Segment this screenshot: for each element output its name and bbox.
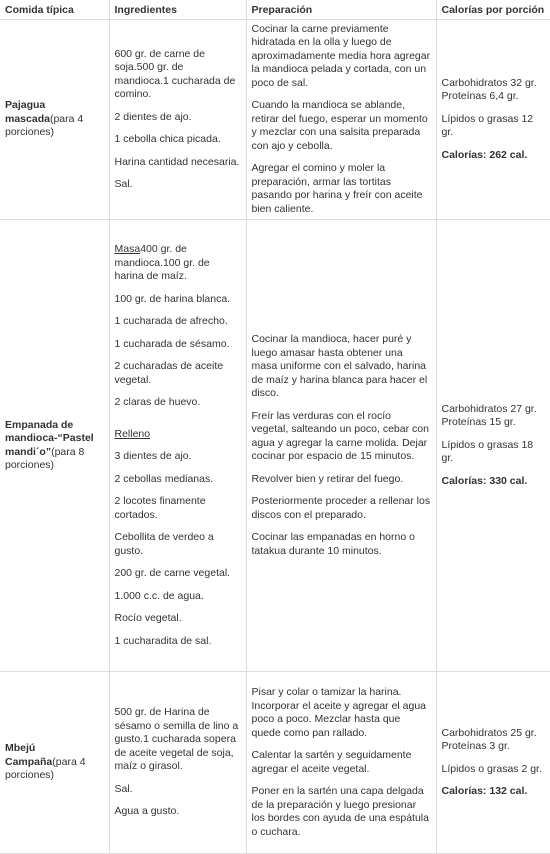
preparation-step: Freír las verduras con el rocío vegetal, salteando un poco, cebar con agua y agregar la carne molida. Dejar cocinar por espacio de 15 minutos. [251, 409, 429, 462]
ingredient-item: 1 cucharadita de sal. [114, 634, 212, 647]
ingredient-item: 200 gr. de carne vegetal. [114, 567, 231, 579]
calories: Calorías: 330 cal. [441, 474, 528, 487]
masa-label: Masa [114, 243, 141, 255]
ingredient-item: Cebollita de verdeo a gusto. [114, 531, 214, 557]
preparation-step: Calentar la sartén y seguidamente agregar el aceite vegetal. [251, 749, 412, 775]
ingredient-item: 1 cebolla chica picada. [114, 133, 221, 145]
carbs-protein: Carbohidratos 32 gr. Proteínas 6,4 gr. [441, 76, 537, 103]
nutrition-cell [436, 672, 550, 854]
dish-note: (para 4 porciones) [5, 755, 86, 782]
ingredient-item: 2 locotes finamente cortados. [114, 495, 206, 521]
ingredient-item: 2 cucharadas de aceite vegetal. [114, 360, 224, 386]
header-row [0, 0, 550, 20]
dish-name: Empanada de mandioca-“Pastel mandi´o” [5, 418, 94, 458]
preparation-step: Cocinar la carne previamente hidratada en la olla y luego de aproximadamente media hora agregar la mandioca pelada y cortada, con un poco de sal. [251, 22, 431, 89]
ingredient-item: Sal. [114, 178, 133, 190]
dish-cell [0, 220, 109, 672]
preparation-step: Agregar el comino y moler la preparación, armar las tortitas pasando por harina y freír con aceite bien caliente. [251, 162, 423, 215]
relleno-label: Relleno [114, 427, 151, 440]
preparation-step: Cocinar las empanadas en horno o tatakua durante 10 minutos. [251, 531, 415, 557]
preparation-step: Cuando la mandioca se ablande, retirar del fuego, esperar un momento y mezclar con una salsita preparada con ajo y cebolla. [251, 99, 428, 152]
ingredient-item: 100 gr. de harina blanca. [114, 292, 231, 305]
preparation-step: Cocinar la mandioca, hacer puré y luego amasar hasta obtener una masa uniforme con el salvado, harina de maíz y harina blanca para hacer el disco. [251, 333, 428, 399]
preparation-step: Revolver bien y retirar del fuego. [251, 472, 404, 485]
ingredients-cell [109, 220, 246, 672]
preparation-step: Poner en la sartén una capa delgada de la preparación y luego presionar los bordes con ayuda de una espátula o cuchara. [251, 785, 429, 838]
lipids: Lípidos o grasas 18 gr. [441, 438, 534, 465]
dish-cell [0, 672, 109, 854]
header-dish: Comida típica [0, 0, 109, 20]
nutrition-cell [436, 220, 550, 672]
ingredient-item: Agua a gusto. [114, 805, 180, 818]
carbs-protein: Carbohidratos 27 gr. Proteínas 15 gr. [441, 402, 537, 429]
table-row [0, 672, 550, 854]
ingredient-item: 3 dientes de ajo. [114, 450, 192, 462]
ingredient-item: 2 cebollas medianas. [114, 472, 214, 485]
nutrition-cell [436, 20, 550, 220]
ingredient-item: 1 cucharada de sésamo. [114, 337, 230, 350]
calories: Calorías: 262 cal. [441, 148, 528, 161]
ingredient-item: 1 cucharada de afrecho. [114, 315, 228, 327]
ingredient-item: 2 dientes de ajo. [114, 110, 192, 123]
table-row [0, 20, 550, 220]
ingredient-item: 1.000 c.c. de agua. [114, 589, 204, 602]
ingredients-cell [109, 20, 246, 220]
preparation-cell [246, 20, 436, 220]
lipids: Lípidos o grasas 2 gr. [441, 762, 542, 775]
ingredient-item: Sal. [114, 782, 133, 795]
ingredient-item: 500 gr. de Harina de sésamo o semilla de lino a gusto.1 cucharada sopera de aceite vegetal de soja, maíz o girasol. [114, 706, 239, 773]
carbs-protein: Carbohidratos 25 gr. Proteínas 3 gr. [441, 726, 537, 752]
dish-note: (para 4 porciones) [5, 112, 84, 139]
header-calories: Calorías por porción [436, 0, 550, 20]
dish-note: (para 8 porciones) [5, 445, 85, 471]
preparation-cell [246, 672, 436, 854]
ingredient-item: 600 gr. de carne de soja.500 gr. de mandioca.1 cucharada de comino. [114, 47, 236, 100]
ingredients-cell [109, 672, 246, 854]
preparation-step: Pisar y colar o tamizar la harina. Incorporar el aceite y agregar el agua poco a poco. Mezclar hasta que quede como pan rallado. [251, 686, 427, 739]
masa-first: 400 gr. de mandioca.100 gr. de harina de maíz. [114, 243, 210, 282]
dish-cell [0, 20, 109, 220]
preparation-cell [246, 220, 436, 672]
ingredient-item: Harina cantidad necesaria. [114, 155, 240, 168]
lipids: Lípidos o grasas 12 gr. [441, 112, 534, 139]
ingredient-item: Rocío vegetal. [114, 612, 182, 624]
ingredient-item: 2 claras de huevo. [114, 396, 201, 408]
preparation-step: Posteriormente proceder a rellenar los discos con el preparado. [251, 495, 431, 521]
ingredient-item [115, 243, 241, 284]
header-ingredients: Ingredientes [109, 0, 246, 20]
header-preparation: Preparación [246, 0, 436, 20]
dish-name: Mbejú Campaña [5, 742, 53, 768]
table-row [0, 220, 550, 672]
calories: Calorías: 132 cal. [441, 785, 528, 797]
dish-name: Pajagua mascada [5, 99, 50, 125]
